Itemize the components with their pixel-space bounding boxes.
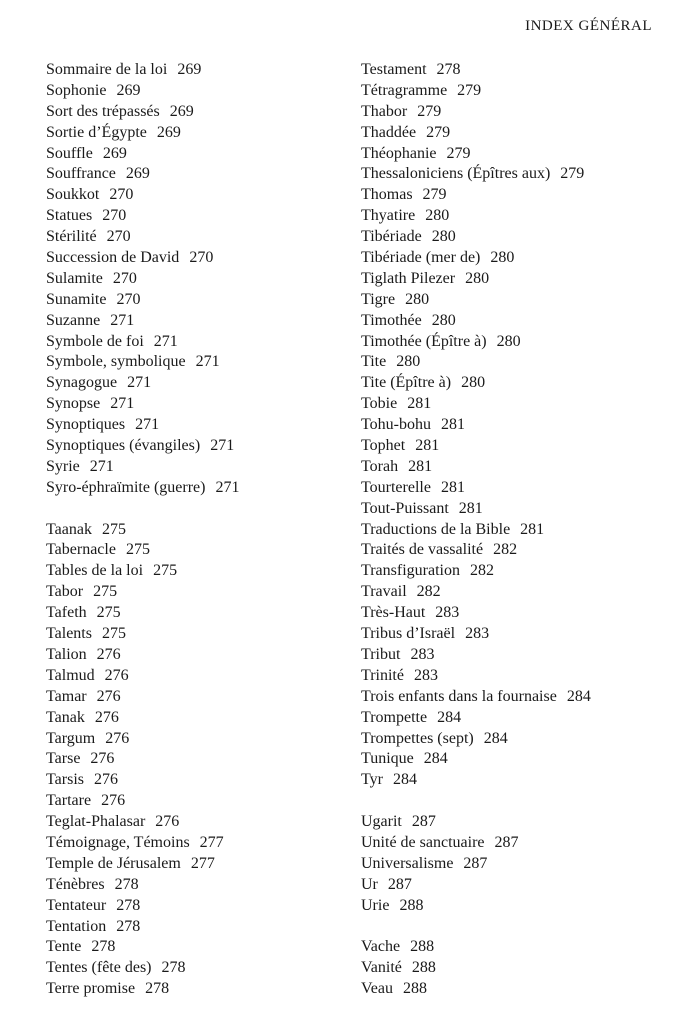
index-term: Trompettes (sept) — [361, 729, 474, 747]
index-term: Tibériade (mer de) — [361, 249, 481, 267]
page-number: 287 — [463, 854, 488, 872]
page-number: 269 — [116, 81, 141, 99]
index-term: Tophet — [361, 437, 406, 455]
page-number: 279 — [426, 123, 451, 141]
page-number: 288 — [410, 938, 435, 956]
page-number: 284 — [423, 750, 448, 768]
index-term: Théophanie — [361, 144, 437, 162]
page-number: 282 — [416, 583, 441, 601]
page-number: 282 — [469, 562, 494, 580]
index-entry — [46, 311, 346, 332]
index-entry — [361, 373, 681, 394]
index-term: Syrie — [46, 457, 80, 475]
page-number: 288 — [399, 896, 424, 914]
index-term: Thessaloniciens (Épîtres aux) — [361, 165, 551, 183]
index-entry — [361, 896, 681, 917]
page-number: 280 — [431, 311, 456, 329]
page-number: 279 — [417, 102, 442, 120]
index-entry — [46, 749, 346, 770]
index-entry — [361, 666, 681, 687]
index-entry — [361, 520, 681, 541]
page-number: 278 — [114, 875, 139, 893]
index-entry — [361, 749, 681, 770]
index-entry — [46, 540, 346, 561]
index-entry — [361, 645, 681, 666]
index-entry — [46, 833, 346, 854]
index-entry — [46, 958, 346, 979]
page-number: 282 — [493, 541, 518, 559]
index-term: Thaddée — [361, 123, 417, 141]
page-number: 276 — [104, 666, 129, 684]
page-number: 284 — [483, 729, 508, 747]
index-entry — [361, 499, 681, 520]
index-entry — [46, 352, 346, 373]
page-number: 288 — [411, 959, 436, 977]
index-term: Tyr — [361, 771, 383, 789]
index-term: Testament — [361, 61, 427, 78]
page-number: 277 — [190, 854, 215, 872]
index-entry — [361, 540, 681, 561]
index-term: Témoignage, Témoins — [46, 833, 190, 851]
index-term: Tobie — [361, 395, 398, 413]
page-number: 281 — [407, 395, 432, 413]
index-entry — [46, 478, 346, 499]
index-term: Tafeth — [46, 604, 87, 622]
running-head: INDEX GÉNÉRAL — [525, 18, 652, 34]
index-entry — [46, 687, 346, 708]
index-entry — [46, 290, 346, 311]
index-entry — [46, 979, 346, 1000]
index-term: Targum — [46, 729, 96, 747]
page-number: 269 — [169, 102, 194, 120]
index-entry — [361, 708, 681, 729]
index-term: Talion — [46, 645, 87, 663]
index-term: Succession de David — [46, 249, 180, 267]
index-term: Tentes (fête des) — [46, 959, 152, 977]
page-number: 276 — [96, 687, 121, 705]
index-term: Tite (Épître à) — [361, 374, 452, 392]
page-number: 284 — [437, 708, 462, 726]
page-number: 287 — [494, 833, 519, 851]
index-term: Trois enfants dans la fournaise — [361, 687, 557, 705]
page-number: 278 — [116, 917, 141, 935]
index-entry — [361, 164, 681, 185]
index-term: Tartare — [46, 792, 92, 810]
index-term: Traductions de la Bible — [361, 520, 511, 538]
section-gap — [46, 499, 346, 520]
page-number: 281 — [458, 499, 483, 517]
page-number: 270 — [112, 269, 137, 287]
index-entry — [46, 917, 346, 938]
index-term: Tribus d’Israël — [361, 625, 456, 643]
index-entry — [361, 123, 681, 144]
page-number: 279 — [446, 144, 471, 162]
index-term: Temple de Jérusalem — [46, 854, 181, 872]
index-entry — [46, 394, 346, 415]
page-number: 283 — [413, 666, 438, 684]
index-entry — [46, 729, 346, 750]
index-entry — [361, 415, 681, 436]
index-entry — [46, 60, 346, 81]
page-number: 271 — [110, 311, 135, 329]
index-term: Thyatire — [361, 207, 416, 225]
page-number: 280 — [425, 207, 450, 225]
index-term: Trinité — [361, 666, 404, 684]
index-entry — [46, 269, 346, 290]
page-number: 278 — [145, 980, 170, 998]
index-entry — [361, 290, 681, 311]
index-term: Universalisme — [361, 854, 454, 872]
index-term: Unité de sanctuaire — [361, 833, 485, 851]
index-entry — [46, 457, 346, 478]
index-term: Urie — [361, 896, 390, 914]
index-term: Tamar — [46, 687, 87, 705]
page-number: 279 — [457, 81, 482, 99]
index-term: Sortie d’Égypte — [46, 123, 147, 141]
index-term: Syro-éphraïmite (guerre) — [46, 478, 206, 496]
page-number: 278 — [91, 938, 116, 956]
index-entry — [46, 812, 346, 833]
index-entry — [361, 478, 681, 499]
page-number: 281 — [408, 457, 433, 475]
page-number: 280 — [396, 353, 421, 371]
index-entry — [46, 206, 346, 227]
page-number: 270 — [102, 207, 127, 225]
index-entry — [46, 896, 346, 917]
page-number: 287 — [411, 813, 436, 831]
page-number: 276 — [90, 750, 115, 768]
index-term: Tunique — [361, 750, 414, 768]
section-gap — [361, 917, 681, 938]
index-entry — [361, 687, 681, 708]
page-number: 275 — [93, 583, 118, 601]
index-entry — [46, 854, 346, 875]
index-term: Tarse — [46, 750, 81, 768]
page-number: 288 — [402, 980, 427, 998]
index-term: Stérilité — [46, 228, 97, 246]
index-term: Synoptiques — [46, 416, 126, 434]
page-number: 278 — [436, 61, 461, 78]
index-term: Tiglath Pilezer — [361, 269, 456, 287]
index-entry — [361, 436, 681, 457]
index-term: Tigre — [361, 290, 396, 308]
index-entry — [46, 645, 346, 666]
index-entry — [46, 102, 346, 123]
index-term: Veau — [361, 980, 393, 998]
index-term: Symbole, symbolique — [46, 353, 186, 371]
index-entry — [46, 81, 346, 102]
page-number: 276 — [101, 792, 126, 810]
section-gap — [361, 791, 681, 812]
index-term: Vanité — [361, 959, 402, 977]
index-term: Sulamite — [46, 269, 103, 287]
page-number: 271 — [210, 437, 235, 455]
page-number: 276 — [93, 771, 118, 789]
index-entry — [46, 185, 346, 206]
page-number: 269 — [102, 144, 127, 162]
index-entry — [46, 937, 346, 958]
page-number: 271 — [215, 478, 240, 496]
index-term: Suzanne — [46, 311, 101, 329]
index-term: Tables de la loi — [46, 562, 144, 580]
page-number: 275 — [96, 604, 121, 622]
index-entry — [361, 206, 681, 227]
index-entry — [361, 248, 681, 269]
index-entry — [361, 937, 681, 958]
page-number: 270 — [109, 186, 134, 204]
page-number: 283 — [410, 645, 435, 663]
index-entry — [361, 332, 681, 353]
page-number: 279 — [422, 186, 447, 204]
page-number: 278 — [161, 959, 186, 977]
index-entry — [46, 415, 346, 436]
index-term: Tentation — [46, 917, 107, 935]
index-term: Ténèbres — [46, 875, 105, 893]
index-term: Traités de vassalité — [361, 541, 484, 559]
index-entry — [46, 248, 346, 269]
page-number: 281 — [415, 437, 440, 455]
page-number: 276 — [105, 729, 130, 747]
index-entry — [361, 102, 681, 123]
page-number: 281 — [520, 520, 545, 538]
index-entry — [361, 81, 681, 102]
index-term: Synoptiques (évangiles) — [46, 437, 201, 455]
index-entry — [46, 164, 346, 185]
index-term: Tibériade — [361, 228, 422, 246]
page-number: 270 — [116, 290, 141, 308]
index-term: Transfiguration — [361, 562, 460, 580]
page-number: 280 — [465, 269, 490, 287]
index-term: Sommaire de la loi — [46, 61, 168, 78]
page-number: 284 — [566, 687, 591, 705]
index-term: Ur — [361, 875, 378, 893]
index-term: Travail — [361, 583, 407, 601]
index-entry — [361, 729, 681, 750]
page-number: 271 — [135, 416, 160, 434]
index-term: Tabor — [46, 583, 84, 601]
index-entry — [46, 624, 346, 645]
page-number: 283 — [465, 625, 490, 643]
index-entry — [46, 520, 346, 541]
index-term: Teglat-Phalasar — [46, 813, 146, 831]
index-term: Talmud — [46, 666, 95, 684]
index-term: Tanak — [46, 708, 85, 726]
index-entry — [46, 708, 346, 729]
page-number: 278 — [116, 896, 141, 914]
index-entry — [361, 457, 681, 478]
index-term: Tétragramme — [361, 81, 448, 99]
index-term: Torah — [361, 457, 399, 475]
page-number: 281 — [440, 416, 465, 434]
index-entry — [46, 561, 346, 582]
page-number: 275 — [125, 541, 150, 559]
index-entry — [46, 332, 346, 353]
index-entry — [361, 144, 681, 165]
index-term: Tentateur — [46, 896, 107, 914]
index-term: Timothée — [361, 311, 422, 329]
page-number: 271 — [110, 395, 135, 413]
index-term: Terre promise — [46, 980, 136, 998]
index-entry — [46, 123, 346, 144]
index-entry — [361, 311, 681, 332]
index-term: Synopse — [46, 395, 101, 413]
page-number: 280 — [461, 374, 486, 392]
index-entry — [361, 958, 681, 979]
page-number: 271 — [195, 353, 220, 371]
index-term: Trompette — [361, 708, 428, 726]
index-term: Tohu-bohu — [361, 416, 431, 434]
page-number: 271 — [127, 374, 152, 392]
page-number: 269 — [177, 61, 202, 78]
index-term: Thomas — [361, 186, 413, 204]
index-entry — [361, 60, 681, 81]
index-term: Symbole de foi — [46, 332, 144, 350]
index-term: Tout-Puissant — [361, 499, 449, 517]
index-entry — [46, 791, 346, 812]
page-number: 277 — [199, 833, 224, 851]
index-entry — [46, 603, 346, 624]
index-entry — [361, 582, 681, 603]
index-term: Vache — [361, 938, 401, 956]
page-number: 280 — [431, 228, 456, 246]
index-term: Thabor — [361, 102, 408, 120]
index-term: Synagogue — [46, 374, 118, 392]
index-term: Tribut — [361, 645, 401, 663]
index-entry — [46, 373, 346, 394]
page-number: 269 — [125, 165, 150, 183]
index-entry — [46, 436, 346, 457]
index-entry — [361, 394, 681, 415]
index-term: Tente — [46, 938, 82, 956]
page-number: 281 — [440, 478, 465, 496]
page-number: 275 — [153, 562, 178, 580]
index-entry — [46, 227, 346, 248]
page-number: 270 — [106, 228, 131, 246]
index-entry — [361, 227, 681, 248]
index-term: Très-Haut — [361, 604, 426, 622]
page-number: 270 — [189, 249, 214, 267]
index-entry — [361, 352, 681, 373]
index-entry — [361, 979, 681, 1000]
index-entry — [361, 603, 681, 624]
index-term: Tabernacle — [46, 541, 116, 559]
index-entry — [361, 269, 681, 290]
index-entry — [46, 875, 346, 896]
page-number: 280 — [405, 290, 430, 308]
page-number: 276 — [94, 708, 119, 726]
index-term: Ugarit — [361, 813, 402, 831]
index-entry — [361, 875, 681, 896]
index-term: Souffrance — [46, 165, 116, 183]
index-entry — [361, 854, 681, 875]
index-term: Sophonie — [46, 81, 107, 99]
index-term: Talents — [46, 625, 92, 643]
index-entry — [361, 833, 681, 854]
index-entry — [46, 666, 346, 687]
index-entry — [46, 144, 346, 165]
index-term: Timothée (Épître à) — [361, 332, 487, 350]
page-number: 271 — [89, 457, 114, 475]
index-entry — [361, 812, 681, 833]
page-number: 287 — [387, 875, 412, 893]
index-entry — [361, 770, 681, 791]
index-entry — [361, 624, 681, 645]
index-term: Souffle — [46, 144, 93, 162]
index-entry — [46, 582, 346, 603]
index-term: Sunamite — [46, 290, 107, 308]
page-number: 269 — [156, 123, 181, 141]
index-term: Tourterelle — [361, 478, 431, 496]
page-number: 276 — [96, 645, 121, 663]
index-term: Taanak — [46, 520, 92, 538]
index-entry — [361, 561, 681, 582]
index-term: Soukkot — [46, 186, 100, 204]
page-number: 275 — [101, 625, 126, 643]
index-term: Sort des trépassés — [46, 102, 160, 120]
page-number: 284 — [392, 771, 417, 789]
index-term: Tite — [361, 353, 387, 371]
page-number: 283 — [435, 604, 460, 622]
page-number: 275 — [101, 520, 126, 538]
page-number: 280 — [490, 249, 515, 267]
index-entry — [46, 770, 346, 791]
index-term: Tarsis — [46, 771, 84, 789]
index-entry — [361, 185, 681, 206]
page-number: 279 — [560, 165, 585, 183]
page-number: 280 — [496, 332, 521, 350]
index-term: Statues — [46, 207, 93, 225]
index-column-left — [46, 60, 346, 1000]
page-number: 276 — [155, 813, 180, 831]
page-number: 271 — [153, 332, 178, 350]
index-column-right — [361, 60, 681, 1000]
